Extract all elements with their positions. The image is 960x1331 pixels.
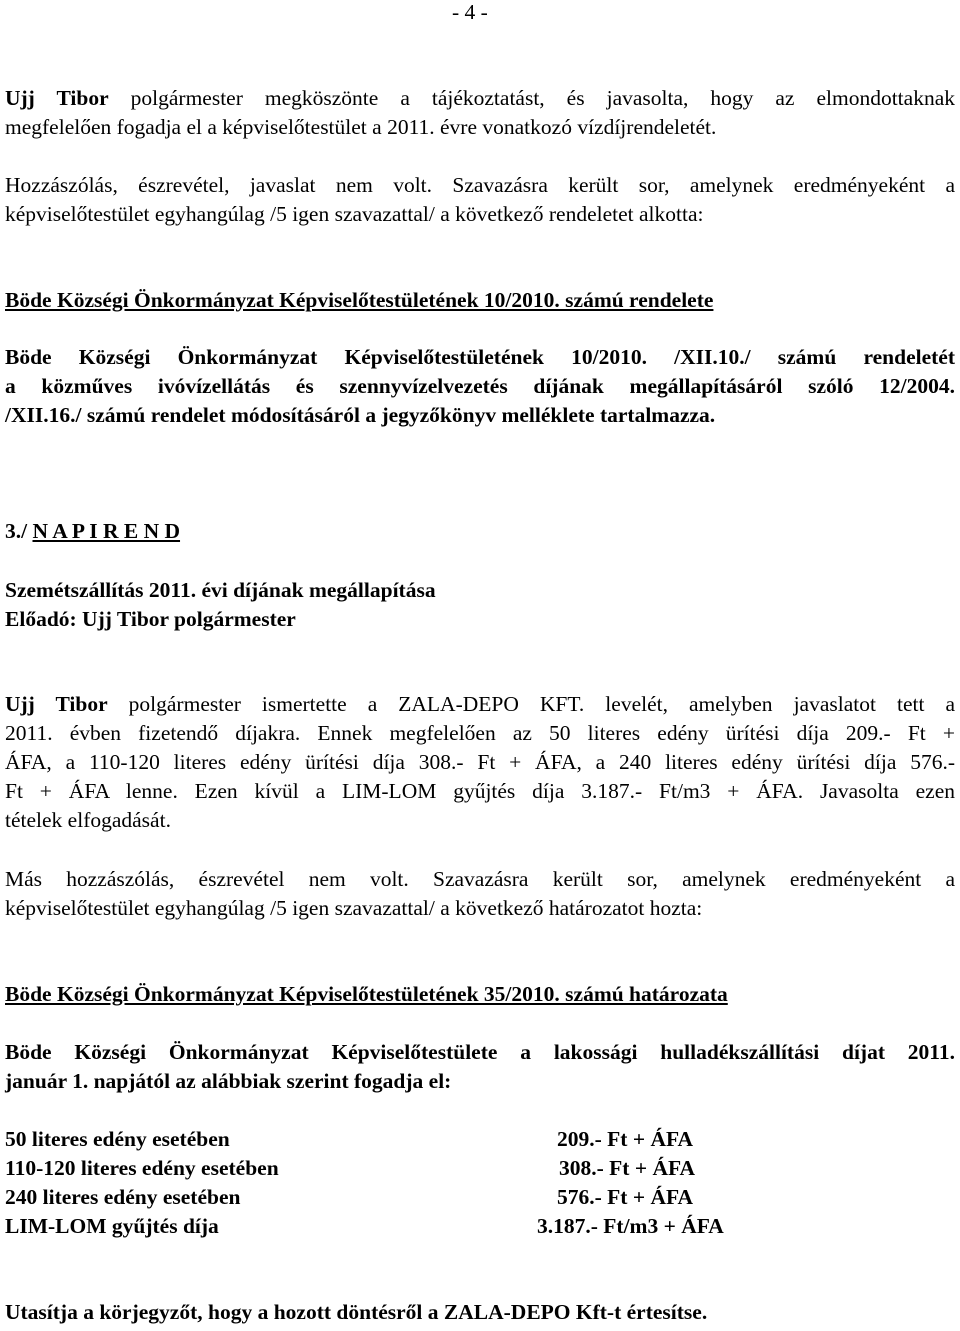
rendelet-body-line-3: /XII.16./ számú rendelet módosításáról a jegyzőkönyv melléklete tartalmazza. (5, 403, 716, 427)
paragraph-1-text: polgármester megköszönte a tájékoztatást, és javasolta, hogy az elmondottaknak (108, 86, 955, 110)
fee-item: 50 literes edény esetében (5, 1127, 230, 1151)
paragraph-1-line-2: megfelelően fogadja el a képviselőtestület a 2011. évre vonatkozó vízdíjrendeletét. (5, 115, 717, 139)
page-number: - 4 - (452, 0, 488, 24)
fee-item: LIM-LOM gyűjtés díja (5, 1214, 219, 1238)
paragraph-3-line-3: ÁFA, a 110-120 literes edény ürítési díja 308.- Ft + ÁFA, a 240 literes edény ürítési díja 576.- (5, 750, 955, 774)
napirend-presenter: Előadó: Ujj Tibor polgármester (5, 607, 296, 631)
rendelet-body-line-2: a közműves ivóvízellátás és szennyvízelvezetés díjának megállapításáról szóló 12/2004. (5, 374, 955, 398)
speaker-name: Ujj Tibor (5, 86, 109, 110)
paragraph-1-line-1 (5, 88, 955, 110)
closing-instruction: Utasítja a körjegyzőt, hogy a hozott döntésről a ZALA-DEPO Kft-t értesítse. (5, 1300, 708, 1324)
hatarozat-title (5, 984, 728, 1006)
napirend-heading (5, 521, 180, 543)
paragraph-3-line-4: Ft + ÁFA lenne. Ezen kívül a LIM-LOM gyűjtés díja 3.187.- Ft/m3 + ÁFA. Javasolta ezen (5, 779, 955, 803)
rendelet-title-text: Böde Községi Önkormányzat Képviselőtestületének 10/2010. számú rendelete (5, 288, 714, 312)
napirend-subject: Szemétszállítás 2011. évi díjának megállapítása (5, 578, 436, 602)
hatarozat-body-line-1: Böde Községi Önkormányzat Képviselőtestülete a lakossági hulladékszállítási díjat 2011. (5, 1040, 955, 1064)
napirend-number: 3./ (5, 519, 33, 543)
hatarozat-title-text: Böde Községi Önkormányzat Képviselőtestületének 35/2010. számú határozata (5, 982, 728, 1006)
paragraph-4-line-1: Más hozzászólás, észrevétel nem volt. Szavazásra került sor, amelynek eredményeként a (5, 867, 955, 891)
speaker-name: Ujj Tibor (5, 692, 108, 716)
paragraph-3-text: polgármester ismertette a ZALA-DEPO KFT. levelét, amelyben javaslatot tett a (107, 692, 955, 716)
fee-item: 110-120 literes edény esetében (5, 1156, 279, 1180)
paragraph-3-line-1 (5, 694, 955, 716)
paragraph-2-line-2: képviselőtestület egyhangúlag /5 igen szavazattal/ a következő rendeletet alkotta: (5, 202, 704, 226)
paragraph-4-line-2: képviselőtestület egyhangúlag /5 igen szavazattal/ a következő határozatot hozta: (5, 896, 703, 920)
napirend-label: N A P I R E N D (32, 519, 181, 543)
fee-price: 308.- Ft + ÁFA (559, 1156, 696, 1180)
paragraph-3-line-5: tételek elfogadását. (5, 808, 171, 832)
fee-item: 240 literes edény esetében (5, 1185, 241, 1209)
hatarozat-body-line-2: január 1. napjától az alábbiak szerint fogadja el: (5, 1069, 452, 1093)
fee-price: 3.187.- Ft/m3 + ÁFA (537, 1214, 724, 1238)
paragraph-3-line-2: 2011. évben fizetendő díjakra. Ennek megfelelően az 50 literes edény ürítési díja 209.- Ft + (5, 721, 955, 745)
rendelet-title (5, 290, 713, 312)
paragraph-2-line-1: Hozzászólás, észrevétel, javaslat nem volt. Szavazásra került sor, amelynek eredményeként a (5, 173, 955, 197)
rendelet-body-line-1: Böde Községi Önkormányzat Képviselőtestületének 10/2010. /XII.10./ számú rendeletét (5, 345, 955, 369)
fee-price: 209.- Ft + ÁFA (557, 1127, 694, 1151)
fee-price: 576.- Ft + ÁFA (557, 1185, 694, 1209)
